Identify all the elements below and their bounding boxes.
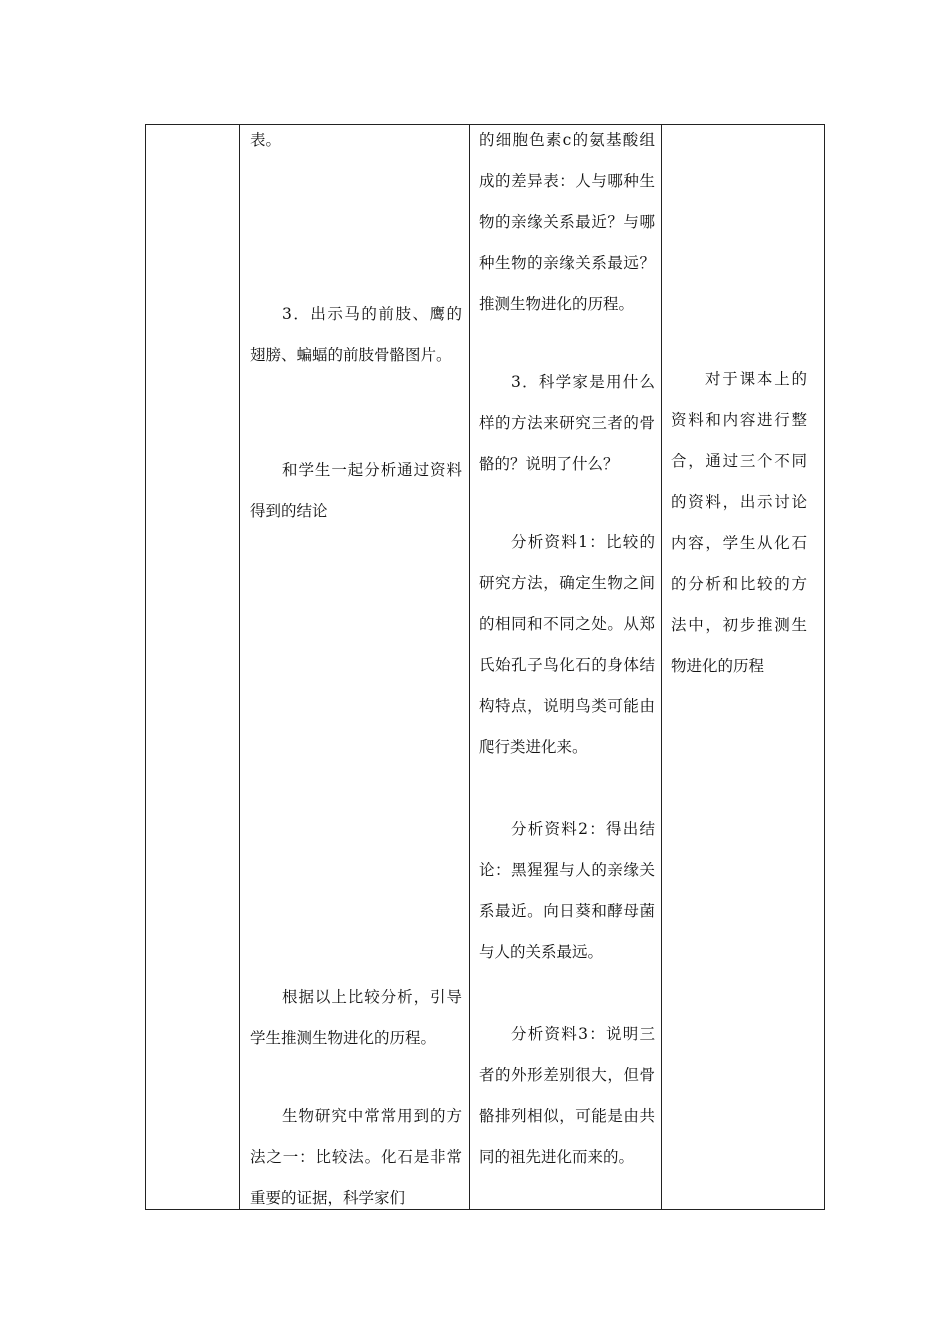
teacher-paragraph-1: 表。 bbox=[250, 131, 282, 149]
column-divider-3 bbox=[661, 124, 662, 1210]
column-divider-2 bbox=[469, 124, 470, 1210]
student-paragraph-3: 分析资料1：比较的研究方法，确定生物之间的相同和不同之处。从郑氏始孔子鸟化石的身体结构特点，说明鸟类可能由爬行类进化来。 bbox=[479, 533, 655, 756]
student-paragraph-5: 分析资料3：说明三者的外形差别很大，但骨骼排列相似，可能是由共同的祖先进化而来的。 bbox=[479, 1025, 655, 1166]
teacher-paragraph-4: 根据以上比较分析，引导学生推测生物进化的历程。 bbox=[250, 988, 462, 1047]
table-right-border bbox=[824, 124, 825, 1210]
table-left-border bbox=[145, 124, 146, 1210]
teacher-paragraph-3: 和学生一起分析通过资料得到的结论 bbox=[250, 461, 462, 520]
design-intent-paragraph: 对于课本上的资料和内容进行整合，通过三个不同的资料，出示讨论内容，学生从化石的分析和比较的方法中，初步推测生物进化的历程 bbox=[671, 370, 807, 675]
table-bottom-border bbox=[145, 1209, 825, 1210]
student-paragraph-1: 的细胞色素c的氨基酸组成的差异表：人与哪种生物的亲缘关系最近？与哪种生物的亲缘关系最远？推测生物进化的历程。 bbox=[479, 131, 655, 313]
column-divider-1 bbox=[239, 124, 240, 1210]
student-paragraph-2: 3．科学家是用什么样的方法来研究三者的骨骼的？说明了什么？ bbox=[479, 373, 655, 473]
student-paragraph-4: 分析资料2：得出结论：黑猩猩与人的亲缘关系最近。向日葵和酵母菌与人的关系最远。 bbox=[479, 820, 655, 961]
teacher-paragraph-5: 生物研究中常常用到的方法之一：比较法。化石是非常重要的证据，科学家们 bbox=[250, 1107, 462, 1207]
teacher-paragraph-2: 3．出示马的前肢、鹰的翅膀、蝙蝠的前肢骨骼图片。 bbox=[250, 305, 462, 364]
